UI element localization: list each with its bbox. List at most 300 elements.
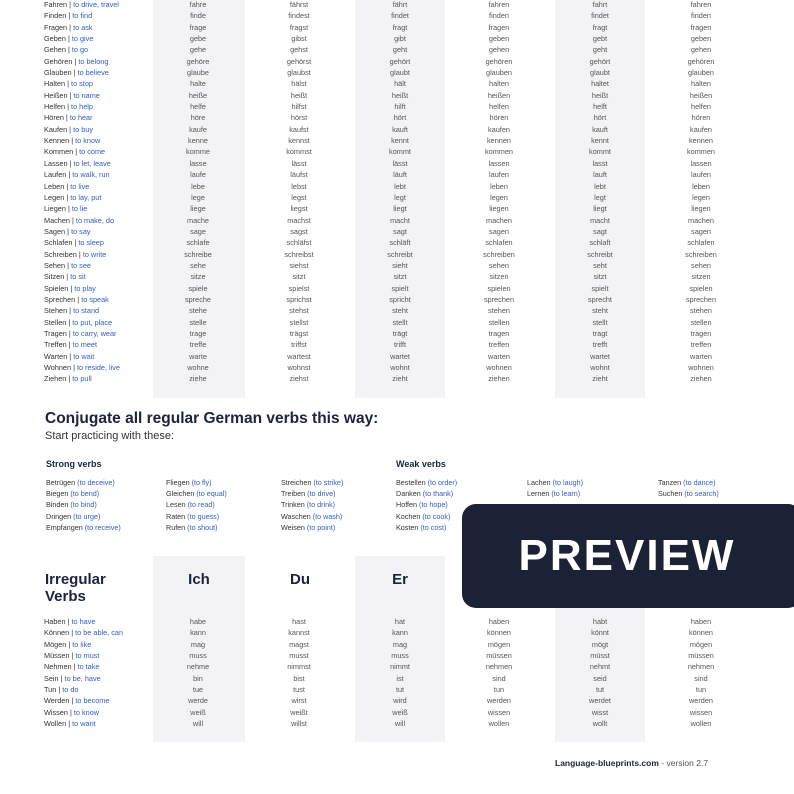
practice-verb-german: Treiben bbox=[281, 489, 306, 499]
conjugation-cell: lasse bbox=[189, 158, 207, 168]
conjugation-cell: glaubst bbox=[287, 68, 311, 78]
practice-verb-german: Weisen bbox=[281, 522, 305, 532]
irregular-verbs-title bbox=[45, 571, 106, 605]
paren-close: ) bbox=[447, 511, 451, 521]
separator: | bbox=[56, 685, 63, 695]
verb-german: Treffen bbox=[44, 340, 67, 350]
practice-verb-german: Kochen bbox=[396, 511, 421, 521]
conjugation-cell: fahren bbox=[488, 0, 510, 9]
conjugation-cell: wohnen bbox=[688, 363, 714, 372]
conjugation-cell: ziehst bbox=[289, 374, 309, 384]
verb-row bbox=[0, 294, 794, 305]
verb-german: Hören bbox=[44, 113, 64, 123]
verb-infinitive bbox=[44, 684, 79, 695]
verb-infinitive bbox=[44, 44, 88, 55]
conjugation-cell: heißen bbox=[689, 90, 713, 100]
conjugation-cell: zieht bbox=[392, 374, 408, 384]
conjugation-cell: lebst bbox=[291, 181, 307, 191]
conjugation-cell: kennen bbox=[689, 136, 713, 146]
verb-infinitive bbox=[44, 226, 91, 237]
verb-english: to hear bbox=[69, 113, 93, 123]
verb-german: Sein bbox=[44, 673, 59, 683]
verb-english: to know bbox=[73, 707, 100, 717]
conjugation-cell: tut bbox=[395, 685, 405, 695]
irregular-verbs-table bbox=[0, 616, 794, 729]
separator: | bbox=[65, 617, 72, 626]
conjugation-cell: halte bbox=[190, 79, 206, 89]
conjugation-cell: wird bbox=[393, 696, 407, 706]
paren-close: ) bbox=[713, 478, 716, 487]
conjugation-cell: gibt bbox=[394, 34, 406, 44]
conjugation-cell: tragt bbox=[592, 328, 608, 338]
verb-infinitive bbox=[44, 33, 93, 44]
conjugation-cell: lebt bbox=[394, 181, 406, 191]
paren-close: ) bbox=[445, 500, 448, 510]
paren-open: ( bbox=[185, 522, 190, 532]
verb-german: Leben bbox=[44, 181, 65, 191]
practice-verb-german: Trinken bbox=[281, 500, 305, 510]
verb-infinitive bbox=[44, 305, 99, 316]
paren-open: ( bbox=[304, 500, 310, 510]
separator: | bbox=[65, 226, 72, 236]
verb-infinitive bbox=[44, 22, 93, 33]
conjugation-cell: stehen bbox=[690, 306, 712, 316]
paren-open: ( bbox=[682, 489, 687, 499]
conjugation-cell: wohnt bbox=[390, 363, 410, 372]
conjugation-cell: fahre bbox=[189, 0, 207, 9]
verb-infinitive bbox=[44, 192, 101, 203]
separator: | bbox=[67, 22, 74, 32]
conjugation-cell: trifft bbox=[393, 340, 407, 350]
conjugation-cell: nehmen bbox=[687, 662, 715, 672]
verb-infinitive bbox=[44, 10, 92, 21]
verb-german: Machen bbox=[44, 215, 70, 225]
conjugation-cell: macht bbox=[590, 215, 610, 225]
conjugation-cell: schläfst bbox=[286, 238, 312, 248]
separator: | bbox=[66, 328, 73, 338]
conjugation-cell: kaufst bbox=[289, 124, 309, 134]
practice-verb bbox=[166, 488, 227, 499]
conjugation-cell: mögt bbox=[591, 639, 609, 649]
paren-open: ( bbox=[310, 511, 316, 521]
practice-verb-english: to wash bbox=[315, 511, 340, 521]
verb-german: Werden bbox=[44, 696, 70, 706]
verb-infinitive bbox=[44, 339, 97, 350]
conjugation-cell: legen bbox=[692, 192, 710, 202]
practice-verb-english: to deceive bbox=[79, 478, 113, 487]
verb-german: Warten bbox=[44, 351, 68, 361]
conjugation-cell: fragst bbox=[289, 22, 309, 32]
verb-english: to make, do bbox=[75, 215, 115, 225]
verb-row bbox=[0, 627, 794, 638]
verb-english: to stand bbox=[73, 306, 100, 316]
conjugation-cell: seid bbox=[593, 673, 607, 683]
verb-german: Sehen bbox=[44, 260, 66, 270]
conjugation-cell: kaufe bbox=[189, 124, 207, 134]
footer-version: - version 2.7 bbox=[661, 758, 709, 768]
verb-german: Spielen bbox=[44, 283, 69, 293]
conjugation-cell: spielen bbox=[487, 283, 511, 293]
verb-infinitive bbox=[44, 169, 110, 180]
verb-infinitive bbox=[44, 328, 116, 339]
conjugation-cell: fragen bbox=[690, 22, 712, 32]
practice-verb-english: to cook bbox=[424, 511, 448, 521]
conjugation-cell: bin bbox=[193, 673, 203, 683]
conjugation-cell: will bbox=[192, 719, 204, 729]
verb-infinitive bbox=[44, 181, 89, 192]
conjugation-cell: kommen bbox=[687, 147, 715, 157]
preview-watermark-badge: PREVIEW bbox=[462, 504, 794, 608]
practice-verb bbox=[396, 511, 450, 522]
verb-row bbox=[0, 283, 794, 294]
irregular-title-line2: Verbs bbox=[45, 588, 86, 605]
conjugation-cell: warten bbox=[488, 351, 510, 361]
practice-verb-german: Lesen bbox=[166, 500, 186, 510]
practice-verb-english: to fly bbox=[193, 478, 210, 487]
conjugation-cell: werde bbox=[188, 696, 208, 706]
conjugation-cell: gebt bbox=[592, 34, 608, 44]
paren-close: ) bbox=[112, 478, 115, 487]
conjugation-cell: kennst bbox=[288, 136, 310, 146]
conjugation-cell: gehöre bbox=[186, 56, 210, 66]
conjugation-cell: wisst bbox=[591, 707, 609, 717]
practice-verb-german: Betrügen bbox=[46, 478, 76, 487]
practice-verb bbox=[166, 511, 219, 522]
verb-infinitive bbox=[44, 260, 91, 271]
verb-row bbox=[0, 124, 794, 135]
conjugation-cell: kommt bbox=[389, 147, 411, 157]
conjugation-cell: trägst bbox=[289, 328, 309, 338]
separator: | bbox=[71, 363, 77, 372]
practice-verb-german: Rufen bbox=[166, 522, 186, 532]
conjugation-cell: mögen bbox=[689, 639, 713, 649]
conjugation-cell: findet bbox=[391, 11, 409, 21]
conjugation-cell: stehen bbox=[488, 306, 510, 316]
verb-english: to do bbox=[62, 685, 79, 695]
conjugation-cell: wartest bbox=[287, 351, 311, 361]
conjugation-cell: mag bbox=[190, 639, 206, 649]
practice-verb-english: to cost bbox=[422, 522, 444, 532]
separator: | bbox=[66, 317, 73, 327]
conjugation-cell: nimmst bbox=[287, 662, 311, 672]
practice-verb-german: Tanzen bbox=[658, 478, 682, 487]
conjugation-cell: treffe bbox=[189, 340, 207, 350]
verb-english: to ask bbox=[73, 22, 93, 32]
verb-row bbox=[0, 146, 794, 157]
practice-subtitle: Start practicing with these: bbox=[45, 430, 175, 442]
separator: | bbox=[69, 628, 76, 638]
practice-verb-german: Fliegen bbox=[166, 478, 190, 487]
separator: | bbox=[76, 249, 83, 259]
verb-german: Tragen bbox=[44, 328, 67, 338]
verb-row bbox=[0, 373, 794, 384]
separator: | bbox=[72, 238, 79, 248]
conjugation-cell: gehören bbox=[485, 56, 513, 66]
verb-row bbox=[0, 684, 794, 695]
conjugation-cell: geben bbox=[488, 34, 510, 44]
conjugation-cell: helft bbox=[593, 102, 607, 112]
practice-verb bbox=[658, 477, 716, 488]
conjugation-cell: finden bbox=[489, 11, 509, 21]
separator: | bbox=[67, 351, 74, 361]
conjugation-cell: legt bbox=[594, 192, 606, 202]
verb-row bbox=[0, 158, 794, 169]
conjugation-cell: wirst bbox=[291, 696, 307, 706]
conjugation-cell: mag bbox=[392, 639, 408, 649]
verb-german: Haben bbox=[44, 617, 66, 626]
verb-row bbox=[0, 112, 794, 123]
paren-close: ) bbox=[212, 500, 215, 510]
conjugation-cell: spielen bbox=[689, 283, 713, 293]
conjugation-cell: lebt bbox=[594, 181, 606, 191]
conjugation-cell: geben bbox=[690, 34, 712, 44]
separator: | bbox=[65, 260, 72, 270]
conjugation-cell: findest bbox=[288, 11, 310, 21]
separator: | bbox=[67, 0, 74, 9]
conjugation-cell: nehmen bbox=[485, 662, 513, 672]
verb-german: Stehen bbox=[44, 306, 68, 316]
verb-row bbox=[0, 181, 794, 192]
verb-german: Laufen bbox=[44, 170, 67, 180]
verb-infinitive bbox=[44, 215, 114, 226]
footer bbox=[555, 758, 708, 768]
paren-open: ( bbox=[681, 478, 686, 487]
verb-infinitive bbox=[44, 294, 109, 305]
practice-verb-german: Streichen bbox=[281, 478, 312, 487]
paren-close: ) bbox=[580, 478, 583, 487]
verb-english: to say bbox=[71, 226, 91, 236]
practice-verb bbox=[281, 488, 335, 499]
conjugation-cell: sind bbox=[694, 673, 708, 683]
separator: | bbox=[69, 136, 76, 146]
verb-english: to walk, run bbox=[72, 170, 110, 180]
verb-german: Geben bbox=[44, 34, 66, 44]
verb-english: to be, have bbox=[64, 673, 101, 683]
verb-english: to go bbox=[71, 45, 89, 55]
conjugation-cell: warte bbox=[189, 351, 207, 361]
verb-english: to give bbox=[71, 34, 94, 44]
verb-infinitive bbox=[44, 271, 86, 282]
verb-german: Sagen bbox=[44, 226, 66, 236]
conjugation-cell: lasst bbox=[592, 158, 608, 168]
conjugation-cell: triffst bbox=[291, 340, 307, 350]
conjugation-cell: schlafen bbox=[687, 238, 715, 248]
verb-row bbox=[0, 56, 794, 67]
practice-verb-german: Lernen bbox=[527, 489, 550, 499]
conjugation-cell: tue bbox=[192, 685, 204, 695]
verb-german: Legen bbox=[44, 192, 65, 202]
verb-german: Müssen bbox=[44, 651, 70, 661]
paren-open: ( bbox=[185, 511, 190, 521]
practice-verb bbox=[46, 499, 97, 510]
separator: | bbox=[65, 79, 72, 89]
conjugation-cell: kennt bbox=[391, 136, 409, 146]
conjugation-cell: ziehen bbox=[488, 374, 510, 384]
conjugation-cell: gehst bbox=[290, 45, 308, 55]
verb-english: to reside, live bbox=[77, 363, 120, 372]
conjugation-cell: mögen bbox=[487, 639, 511, 649]
verb-german: Können bbox=[44, 628, 70, 638]
pronoun-header-ich: Ich bbox=[188, 571, 210, 588]
strong-verbs-label: Strong verbs bbox=[46, 459, 102, 469]
separator: | bbox=[65, 204, 72, 214]
verb-row bbox=[0, 271, 794, 282]
conjugation-cell: kennen bbox=[487, 136, 511, 146]
verb-german: Wohnen bbox=[44, 363, 72, 372]
practice-verb-english: to point bbox=[309, 522, 333, 532]
verb-row bbox=[0, 328, 794, 339]
regular-verbs-table bbox=[0, 0, 794, 385]
practice-verb-english: to hope bbox=[421, 500, 446, 510]
conjugation-cell: kenne bbox=[188, 136, 208, 146]
conjugation-cell: sitzt bbox=[393, 272, 407, 282]
conjugation-cell: könnt bbox=[591, 628, 609, 638]
verb-german: Halten bbox=[44, 79, 66, 89]
verb-english: to meet bbox=[72, 340, 98, 350]
conjugation-cell: kommen bbox=[485, 147, 513, 157]
conjugation-cell: leben bbox=[490, 181, 508, 191]
conjugation-cell: helfe bbox=[190, 102, 206, 112]
verb-infinitive bbox=[44, 673, 101, 684]
separator: | bbox=[64, 181, 71, 191]
verb-row bbox=[0, 695, 794, 706]
verb-row bbox=[0, 260, 794, 271]
verb-infinitive bbox=[44, 362, 120, 373]
conjugation-cell: treffen bbox=[488, 340, 510, 350]
verb-row bbox=[0, 0, 794, 10]
paren-open: ( bbox=[75, 478, 80, 487]
practice-verb-english: to shout bbox=[189, 522, 216, 532]
conjugation-cell: trägt bbox=[392, 328, 408, 338]
practice-verb-german: Waschen bbox=[281, 511, 311, 521]
practice-verb-english: to bind bbox=[72, 500, 95, 510]
practice-verb-english: to drive bbox=[309, 489, 334, 499]
practice-verb-english: to order bbox=[429, 478, 455, 487]
verb-german: Finden bbox=[44, 11, 67, 21]
conjugation-cell: kann bbox=[392, 628, 408, 638]
verb-row bbox=[0, 249, 794, 260]
conjugation-cell: stelle bbox=[189, 317, 207, 327]
separator: | bbox=[71, 662, 78, 672]
verb-german: Gehören bbox=[44, 56, 73, 66]
verb-english: to find bbox=[72, 11, 93, 21]
paren-open: ( bbox=[550, 478, 555, 487]
conjugation-cell: kannst bbox=[288, 628, 310, 638]
conjugation-cell: lassen bbox=[488, 158, 510, 168]
practice-verb bbox=[527, 477, 583, 488]
footer-site: Language-blueprints.com bbox=[555, 758, 659, 768]
paren-close: ) bbox=[215, 522, 218, 532]
practice-verb bbox=[166, 522, 218, 533]
separator: | bbox=[66, 639, 73, 649]
conjugation-cell: tust bbox=[293, 685, 305, 695]
verb-german: Schlafen bbox=[44, 238, 73, 248]
verb-english: to lay, put bbox=[70, 192, 102, 202]
conjugation-cell: lauft bbox=[593, 170, 607, 180]
separator: | bbox=[64, 192, 71, 202]
conjugation-cell: sprechen bbox=[483, 294, 515, 304]
conjugation-cell: habt bbox=[592, 617, 608, 626]
separator: | bbox=[66, 170, 73, 180]
conjugation-cell: heißt bbox=[591, 90, 609, 100]
verb-row bbox=[0, 226, 794, 237]
verb-infinitive bbox=[44, 695, 109, 706]
conjugation-cell: hört bbox=[393, 113, 407, 123]
practice-verb bbox=[396, 488, 453, 499]
verb-german: Sprechen bbox=[44, 294, 76, 304]
separator: | bbox=[72, 56, 79, 66]
verb-infinitive bbox=[44, 90, 100, 101]
separator: | bbox=[69, 215, 76, 225]
verb-english: to become bbox=[75, 696, 110, 706]
verb-infinitive bbox=[44, 67, 109, 78]
verb-english: to stop bbox=[71, 79, 93, 89]
verb-english: to want bbox=[72, 719, 96, 729]
verb-infinitive bbox=[44, 650, 99, 661]
separator: | bbox=[75, 294, 82, 304]
verb-infinitive bbox=[44, 146, 105, 157]
paren-open: ( bbox=[417, 500, 422, 510]
conjugation-cell: muss bbox=[189, 651, 207, 661]
verb-row bbox=[0, 101, 794, 112]
conjugation-cell: lebe bbox=[191, 181, 205, 191]
verb-english: to sit bbox=[70, 272, 86, 282]
conjugation-cell: finden bbox=[691, 11, 711, 21]
verb-infinitive bbox=[44, 317, 112, 328]
conjugation-cell: musst bbox=[289, 651, 309, 661]
verb-row bbox=[0, 718, 794, 729]
verb-english: to buy bbox=[73, 124, 93, 134]
practice-verb-english: to guess bbox=[189, 511, 217, 521]
verb-english: to like bbox=[72, 639, 92, 649]
conjugation-cell: nehme bbox=[186, 662, 210, 672]
conjugation-cell: helfen bbox=[691, 102, 711, 112]
conjugation-cell: wartet bbox=[590, 351, 610, 361]
verb-english: to take bbox=[77, 662, 100, 672]
conjugation-cell: sagen bbox=[489, 226, 509, 236]
verb-english: to carry, wear bbox=[72, 328, 117, 338]
conjugation-cell: spiele bbox=[188, 283, 208, 293]
separator: | bbox=[67, 124, 74, 134]
conjugation-cell: machen bbox=[688, 215, 714, 225]
conjugation-cell: haben bbox=[488, 617, 510, 626]
conjugation-cell: heiße bbox=[188, 90, 208, 100]
conjugation-cell: stehst bbox=[289, 306, 309, 316]
conjugation-cell: hast bbox=[292, 617, 306, 626]
verb-row bbox=[0, 169, 794, 180]
practice-verb bbox=[46, 488, 99, 499]
conjugation-cell: sagt bbox=[393, 226, 407, 236]
conjugation-cell: schlafe bbox=[186, 238, 210, 248]
conjugation-cell: kaufen bbox=[488, 124, 510, 134]
verb-row bbox=[0, 237, 794, 248]
verb-infinitive bbox=[44, 718, 96, 729]
conjugation-cell: werdet bbox=[589, 696, 611, 706]
paren-open: ( bbox=[71, 511, 76, 521]
verb-row bbox=[0, 305, 794, 316]
verb-infinitive bbox=[44, 661, 99, 672]
conjugation-cell: gehören bbox=[687, 56, 715, 66]
verb-row bbox=[0, 10, 794, 21]
verb-infinitive bbox=[44, 639, 91, 650]
verb-german: Helfen bbox=[44, 102, 66, 112]
verb-infinitive bbox=[44, 112, 93, 123]
conjugation-cell: macht bbox=[390, 215, 410, 225]
verb-infinitive bbox=[44, 124, 93, 135]
verb-german: Tun bbox=[44, 685, 57, 695]
conjugation-cell: ziehe bbox=[189, 374, 207, 384]
conjugation-cell: seht bbox=[593, 260, 607, 270]
